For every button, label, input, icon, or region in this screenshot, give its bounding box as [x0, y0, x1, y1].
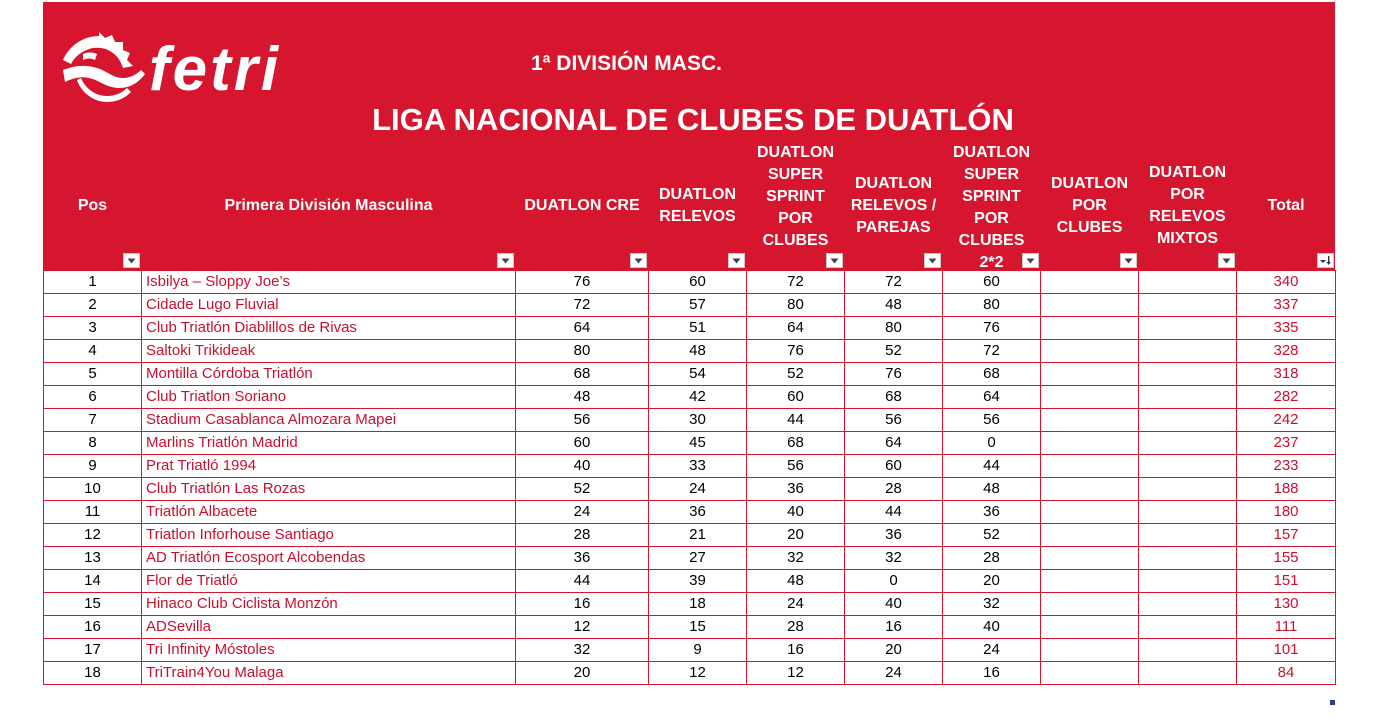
table-row[interactable] [44, 271, 1336, 294]
cell-duatlon-relevos-parejas[interactable]: 36 [845, 524, 943, 547]
table-row[interactable] [44, 662, 1336, 685]
cell-duatlon-por-clubes[interactable] [1041, 363, 1139, 386]
cell-duatlon-cre[interactable]: 76 [516, 271, 649, 294]
filter-dropdown-icon[interactable] [924, 253, 941, 268]
cell-duatlon-super-sprint-clubes[interactable]: 48 [747, 570, 845, 593]
cell-duatlon-relevos[interactable]: 33 [649, 455, 747, 478]
cell-duatlon-cre[interactable]: 72 [516, 294, 649, 317]
column-header-text: SPRINT [962, 188, 1021, 205]
table-row[interactable] [44, 432, 1336, 455]
column-header-text: DUATLON [854, 175, 933, 192]
cell-pos[interactable]: 6 [44, 386, 142, 409]
column-header-text: POR [974, 210, 1009, 227]
cell-club[interactable]: ADSevilla [142, 616, 516, 639]
cell-duatlon-relevos-parejas[interactable]: 28 [845, 478, 943, 501]
table-row[interactable] [44, 317, 1336, 340]
cell-club[interactable]: Stadium Casablanca Almozara Mapei [142, 409, 516, 432]
table-row[interactable] [44, 547, 1336, 570]
cell-duatlon-por-clubes[interactable] [1041, 501, 1139, 524]
cell-duatlon-super-sprint-clubes[interactable]: 20 [747, 524, 845, 547]
filter-dropdown-icon[interactable] [630, 253, 647, 268]
cell-duatlon-cre[interactable]: 40 [516, 455, 649, 478]
cell-club[interactable]: Triatlon Inforhouse Santiago [142, 524, 516, 547]
division-label: 1ª DIVISIÓN MASC. [531, 52, 722, 75]
cell-pos[interactable]: 2 [44, 294, 142, 317]
cell-duatlon-super-sprint-clubes[interactable]: 24 [747, 593, 845, 616]
cell-duatlon-cre[interactable]: 68 [516, 363, 649, 386]
cell-duatlon-por-clubes[interactable] [1041, 662, 1139, 685]
standings-rows [44, 271, 1336, 685]
cell-duatlon-super-sprint-clubes[interactable]: 76 [747, 340, 845, 363]
cell-duatlon-por-clubes[interactable] [1041, 386, 1139, 409]
cell-duatlon-relevos[interactable]: 27 [649, 547, 747, 570]
cell-duatlon-relevos-mixtos[interactable] [1139, 409, 1237, 432]
cell-duatlon-relevos[interactable]: 9 [649, 639, 747, 662]
cell-duatlon-relevos-parejas[interactable]: 0 [845, 570, 943, 593]
cell-duatlon-relevos[interactable]: 60 [649, 271, 747, 294]
column-header-text: RELEVOS [659, 208, 736, 225]
cell-duatlon-super-sprint-clubes[interactable]: 80 [747, 294, 845, 317]
cell-duatlon-por-clubes[interactable] [1041, 478, 1139, 501]
cell-duatlon-relevos-mixtos[interactable] [1139, 432, 1237, 455]
cell-club[interactable]: Triatlón Albacete [142, 501, 516, 524]
column-header-text: POR [778, 210, 813, 227]
table-row[interactable] [44, 570, 1336, 593]
cell-duatlon-relevos-parejas[interactable]: 20 [845, 639, 943, 662]
cell-club[interactable]: Flor de Triatló [142, 570, 516, 593]
cell-duatlon-super-sprint-2x2[interactable]: 16 [943, 662, 1041, 685]
cell-pos[interactable]: 15 [44, 593, 142, 616]
column-header-text: PAREJAS [856, 219, 931, 236]
cell-duatlon-super-sprint-2x2[interactable]: 72 [943, 340, 1041, 363]
fetri-logo [61, 24, 371, 110]
cell-total[interactable]: 84 [1237, 662, 1336, 685]
table-row[interactable] [44, 593, 1336, 616]
standings-sheet [43, 2, 1335, 704]
cell-duatlon-cre[interactable]: 36 [516, 547, 649, 570]
table-row[interactable] [44, 386, 1336, 409]
cell-duatlon-cre[interactable]: 48 [516, 386, 649, 409]
cell-club[interactable]: Montilla Córdoba Triatlón [142, 363, 516, 386]
cell-duatlon-relevos-mixtos[interactable] [1139, 593, 1237, 616]
cell-duatlon-cre[interactable]: 12 [516, 616, 649, 639]
filter-dropdown-icon[interactable] [1120, 253, 1137, 268]
cell-duatlon-super-sprint-clubes[interactable]: 68 [747, 432, 845, 455]
cell-duatlon-por-clubes[interactable] [1041, 524, 1139, 547]
table-row[interactable] [44, 616, 1336, 639]
cell-duatlon-relevos-parejas[interactable]: 24 [845, 662, 943, 685]
cell-duatlon-relevos[interactable]: 12 [649, 662, 747, 685]
cell-duatlon-super-sprint-2x2[interactable]: 36 [943, 501, 1041, 524]
cell-duatlon-por-clubes[interactable] [1041, 432, 1139, 455]
cell-duatlon-por-clubes[interactable] [1041, 570, 1139, 593]
cell-duatlon-relevos-mixtos[interactable] [1139, 501, 1237, 524]
cell-total[interactable]: 130 [1237, 593, 1336, 616]
cell-duatlon-por-clubes[interactable] [1041, 271, 1139, 294]
cell-duatlon-relevos-mixtos[interactable] [1139, 340, 1237, 363]
cell-duatlon-relevos-parejas[interactable]: 44 [845, 501, 943, 524]
cell-duatlon-super-sprint-2x2[interactable]: 56 [943, 409, 1041, 432]
cell-duatlon-super-sprint-2x2[interactable]: 28 [943, 547, 1041, 570]
filter-dropdown-icon[interactable] [497, 253, 514, 268]
cell-pos[interactable]: 8 [44, 432, 142, 455]
cell-duatlon-relevos[interactable]: 51 [649, 317, 747, 340]
cell-club[interactable]: Marlins Triatlón Madrid [142, 432, 516, 455]
cell-duatlon-cre[interactable]: 16 [516, 593, 649, 616]
cell-duatlon-relevos[interactable]: 57 [649, 294, 747, 317]
table-row[interactable] [44, 455, 1336, 478]
cell-pos[interactable]: 14 [44, 570, 142, 593]
table-row[interactable] [44, 294, 1336, 317]
table-row[interactable] [44, 524, 1336, 547]
cell-duatlon-relevos[interactable]: 48 [649, 340, 747, 363]
column-header-text: CLUBES [1056, 219, 1123, 236]
column-header-text: Total [1267, 197, 1305, 214]
cell-duatlon-cre[interactable]: 80 [516, 340, 649, 363]
column-header-text: POR [1072, 197, 1107, 214]
cell-total[interactable]: 318 [1237, 363, 1336, 386]
filter-dropdown-icon[interactable] [826, 253, 843, 268]
cell-pos[interactable]: 17 [44, 639, 142, 662]
column-header-text: RELEVOS / [850, 197, 937, 214]
sort-descending-filter-icon[interactable] [1317, 253, 1334, 268]
cell-total[interactable]: 340 [1237, 271, 1336, 294]
cell-duatlon-cre[interactable]: 24 [516, 501, 649, 524]
cell-duatlon-relevos-mixtos[interactable] [1139, 294, 1237, 317]
cell-club[interactable]: AD Triatlón Ecosport Alcobendas [142, 547, 516, 570]
cell-duatlon-relevos-mixtos[interactable] [1139, 386, 1237, 409]
cell-duatlon-por-clubes[interactable] [1041, 593, 1139, 616]
cell-duatlon-relevos[interactable]: 39 [649, 570, 747, 593]
cell-duatlon-por-clubes[interactable] [1041, 317, 1139, 340]
cell-total[interactable]: 155 [1237, 547, 1336, 570]
cell-duatlon-por-clubes[interactable] [1041, 639, 1139, 662]
column-header-text: DUATLON [1148, 164, 1227, 181]
cell-duatlon-por-clubes[interactable] [1041, 409, 1139, 432]
column-header-text: 2*2 [979, 254, 1004, 271]
cell-duatlon-relevos-mixtos[interactable] [1139, 363, 1237, 386]
cell-club[interactable]: Saltoki Trikideak [142, 340, 516, 363]
cell-duatlon-por-clubes[interactable] [1041, 616, 1139, 639]
cell-duatlon-relevos[interactable]: 54 [649, 363, 747, 386]
cell-duatlon-super-sprint-2x2[interactable]: 60 [943, 271, 1041, 294]
cell-duatlon-relevos-mixtos[interactable] [1139, 271, 1237, 294]
cell-duatlon-relevos-mixtos[interactable] [1139, 547, 1237, 570]
column-header-text: CLUBES [762, 232, 829, 249]
table-row[interactable] [44, 478, 1336, 501]
cell-club[interactable]: Tri Infinity Móstoles [142, 639, 516, 662]
cell-duatlon-cre[interactable]: 44 [516, 570, 649, 593]
cell-duatlon-cre[interactable]: 52 [516, 478, 649, 501]
cell-total[interactable]: 337 [1237, 294, 1336, 317]
cell-pos[interactable]: 1 [44, 271, 142, 294]
cell-pos[interactable]: 9 [44, 455, 142, 478]
cell-pos[interactable]: 13 [44, 547, 142, 570]
column-header-text: SUPER [963, 166, 1020, 183]
cell-club[interactable]: Club Triatlon Soriano [142, 386, 516, 409]
cell-duatlon-relevos[interactable]: 15 [649, 616, 747, 639]
cell-duatlon-cre[interactable]: 20 [516, 662, 649, 685]
filter-dropdown-icon[interactable] [728, 253, 745, 268]
cell-pos[interactable]: 4 [44, 340, 142, 363]
cell-duatlon-relevos-mixtos[interactable] [1139, 639, 1237, 662]
cell-pos[interactable]: 11 [44, 501, 142, 524]
cell-duatlon-super-sprint-2x2[interactable]: 76 [943, 317, 1041, 340]
cell-duatlon-relevos-mixtos[interactable] [1139, 455, 1237, 478]
cell-duatlon-super-sprint-2x2[interactable]: 24 [943, 639, 1041, 662]
cell-duatlon-relevos-mixtos[interactable] [1139, 662, 1237, 685]
selection-fill-handle[interactable] [1330, 700, 1335, 705]
column-header-text: DUATLON [952, 144, 1031, 161]
cell-pos[interactable]: 7 [44, 409, 142, 432]
cell-duatlon-relevos-parejas[interactable]: 60 [845, 455, 943, 478]
cell-duatlon-cre[interactable]: 64 [516, 317, 649, 340]
cell-duatlon-super-sprint-2x2[interactable]: 20 [943, 570, 1041, 593]
filter-dropdown-icon[interactable] [1218, 253, 1235, 268]
filter-dropdown-icon[interactable] [123, 253, 140, 268]
cell-club[interactable]: Hinaco Club Ciclista Monzón [142, 593, 516, 616]
cell-total[interactable]: 157 [1237, 524, 1336, 547]
cell-pos[interactable]: 16 [44, 616, 142, 639]
cell-duatlon-relevos-parejas[interactable]: 52 [845, 340, 943, 363]
cell-duatlon-super-sprint-2x2[interactable]: 64 [943, 386, 1041, 409]
cell-duatlon-relevos-parejas[interactable]: 56 [845, 409, 943, 432]
cell-duatlon-relevos-parejas[interactable]: 48 [845, 294, 943, 317]
cell-duatlon-super-sprint-2x2[interactable]: 68 [943, 363, 1041, 386]
cell-total[interactable]: 233 [1237, 455, 1336, 478]
filter-dropdown-icon[interactable] [1022, 253, 1039, 268]
cell-club[interactable]: Prat Triatló 1994 [142, 455, 516, 478]
column-header-text: CLUBES [958, 232, 1025, 249]
cell-total[interactable]: 101 [1237, 639, 1336, 662]
cell-duatlon-relevos-parejas[interactable]: 32 [845, 547, 943, 570]
column-header-text: RELEVOS [1149, 208, 1226, 225]
column-header-text: DUATLON [1050, 175, 1129, 192]
cell-duatlon-relevos-mixtos[interactable] [1139, 478, 1237, 501]
cell-duatlon-super-sprint-2x2[interactable]: 32 [943, 593, 1041, 616]
cell-duatlon-relevos[interactable]: 30 [649, 409, 747, 432]
cell-duatlon-super-sprint-clubes[interactable]: 28 [747, 616, 845, 639]
cell-club[interactable]: Isbilya – Sloppy Joe’s [142, 271, 516, 294]
cell-duatlon-super-sprint-clubes[interactable]: 16 [747, 639, 845, 662]
cell-duatlon-relevos-parejas[interactable]: 68 [845, 386, 943, 409]
cell-duatlon-super-sprint-clubes[interactable]: 44 [747, 409, 845, 432]
cell-pos[interactable]: 10 [44, 478, 142, 501]
cell-duatlon-cre[interactable]: 32 [516, 639, 649, 662]
cell-duatlon-relevos-mixtos[interactable] [1139, 524, 1237, 547]
cell-duatlon-por-clubes[interactable] [1041, 547, 1139, 570]
cell-duatlon-relevos[interactable]: 21 [649, 524, 747, 547]
cell-duatlon-super-sprint-2x2[interactable]: 52 [943, 524, 1041, 547]
cell-duatlon-super-sprint-clubes[interactable]: 36 [747, 478, 845, 501]
cell-duatlon-super-sprint-clubes[interactable]: 52 [747, 363, 845, 386]
cell-duatlon-relevos-parejas[interactable]: 80 [845, 317, 943, 340]
cell-club[interactable]: Cidade Lugo Fluvial [142, 294, 516, 317]
cell-duatlon-super-sprint-2x2[interactable]: 80 [943, 294, 1041, 317]
cell-pos[interactable]: 5 [44, 363, 142, 386]
cell-total[interactable]: 180 [1237, 501, 1336, 524]
cell-duatlon-super-sprint-clubes[interactable]: 60 [747, 386, 845, 409]
cell-duatlon-super-sprint-2x2[interactable]: 40 [943, 616, 1041, 639]
cell-club[interactable]: Club Triatlón Diablillos de Rivas [142, 317, 516, 340]
cell-duatlon-relevos[interactable]: 24 [649, 478, 747, 501]
league-title: LIGA NACIONAL DE CLUBES DE DUATLÓN [372, 102, 1014, 137]
logo-wordmark: fetri [149, 35, 282, 104]
cell-duatlon-relevos-mixtos[interactable] [1139, 570, 1237, 593]
cell-duatlon-super-sprint-clubes[interactable]: 32 [747, 547, 845, 570]
cell-duatlon-relevos[interactable]: 45 [649, 432, 747, 455]
cell-duatlon-super-sprint-2x2[interactable]: 0 [943, 432, 1041, 455]
cell-duatlon-super-sprint-clubes[interactable]: 12 [747, 662, 845, 685]
cell-total[interactable]: 328 [1237, 340, 1336, 363]
column-header-text: Primera División Masculina [224, 197, 433, 214]
cell-duatlon-por-clubes[interactable] [1041, 294, 1139, 317]
table-row[interactable] [44, 363, 1336, 386]
cell-total[interactable]: 282 [1237, 386, 1336, 409]
cell-duatlon-super-sprint-clubes[interactable]: 40 [747, 501, 845, 524]
cell-duatlon-relevos-parejas[interactable]: 16 [845, 616, 943, 639]
cell-total[interactable]: 111 [1237, 616, 1336, 639]
cell-duatlon-relevos[interactable]: 18 [649, 593, 747, 616]
cell-total[interactable]: 151 [1237, 570, 1336, 593]
cell-duatlon-por-clubes[interactable] [1041, 455, 1139, 478]
cell-club[interactable]: TriTrain4You Malaga [142, 662, 516, 685]
cell-duatlon-cre[interactable]: 56 [516, 409, 649, 432]
cell-duatlon-relevos-parejas[interactable]: 40 [845, 593, 943, 616]
cell-duatlon-relevos-mixtos[interactable] [1139, 616, 1237, 639]
table-row[interactable] [44, 639, 1336, 662]
table-row[interactable] [44, 409, 1336, 432]
column-header-text: MIXTOS [1156, 230, 1219, 247]
table-row[interactable] [44, 340, 1336, 363]
cell-duatlon-relevos-parejas[interactable]: 76 [845, 363, 943, 386]
column-header-text: DUATLON [658, 186, 737, 203]
column-header-text: POR [1170, 186, 1205, 203]
table-row[interactable] [44, 501, 1336, 524]
cell-duatlon-super-sprint-2x2[interactable]: 44 [943, 455, 1041, 478]
cell-pos[interactable]: 3 [44, 317, 142, 340]
column-header-text: SPRINT [766, 188, 825, 205]
cell-duatlon-super-sprint-clubes[interactable]: 64 [747, 317, 845, 340]
cell-club[interactable]: Club Triatlón Las Rozas [142, 478, 516, 501]
cell-pos[interactable]: 18 [44, 662, 142, 685]
cell-duatlon-super-sprint-clubes[interactable]: 72 [747, 271, 845, 294]
cell-duatlon-super-sprint-2x2[interactable]: 48 [943, 478, 1041, 501]
cell-total[interactable]: 242 [1237, 409, 1336, 432]
column-header-text: DUATLON [756, 144, 835, 161]
cell-duatlon-cre[interactable]: 28 [516, 524, 649, 547]
cell-total[interactable]: 335 [1237, 317, 1336, 340]
cell-total[interactable]: 237 [1237, 432, 1336, 455]
cell-pos[interactable]: 12 [44, 524, 142, 547]
cell-total[interactable]: 188 [1237, 478, 1336, 501]
cell-duatlon-relevos-mixtos[interactable] [1139, 317, 1237, 340]
column-header-text: Pos [77, 197, 108, 214]
cell-duatlon-super-sprint-clubes[interactable]: 56 [747, 455, 845, 478]
cell-duatlon-por-clubes[interactable] [1041, 340, 1139, 363]
column-header-text: DUATLON CRE [524, 197, 640, 214]
cell-duatlon-relevos-parejas[interactable]: 64 [845, 432, 943, 455]
cell-duatlon-relevos[interactable]: 42 [649, 386, 747, 409]
cell-duatlon-relevos[interactable]: 36 [649, 501, 747, 524]
cell-duatlon-relevos-parejas[interactable]: 72 [845, 271, 943, 294]
column-header-text: SUPER [767, 166, 824, 183]
cell-duatlon-cre[interactable]: 60 [516, 432, 649, 455]
